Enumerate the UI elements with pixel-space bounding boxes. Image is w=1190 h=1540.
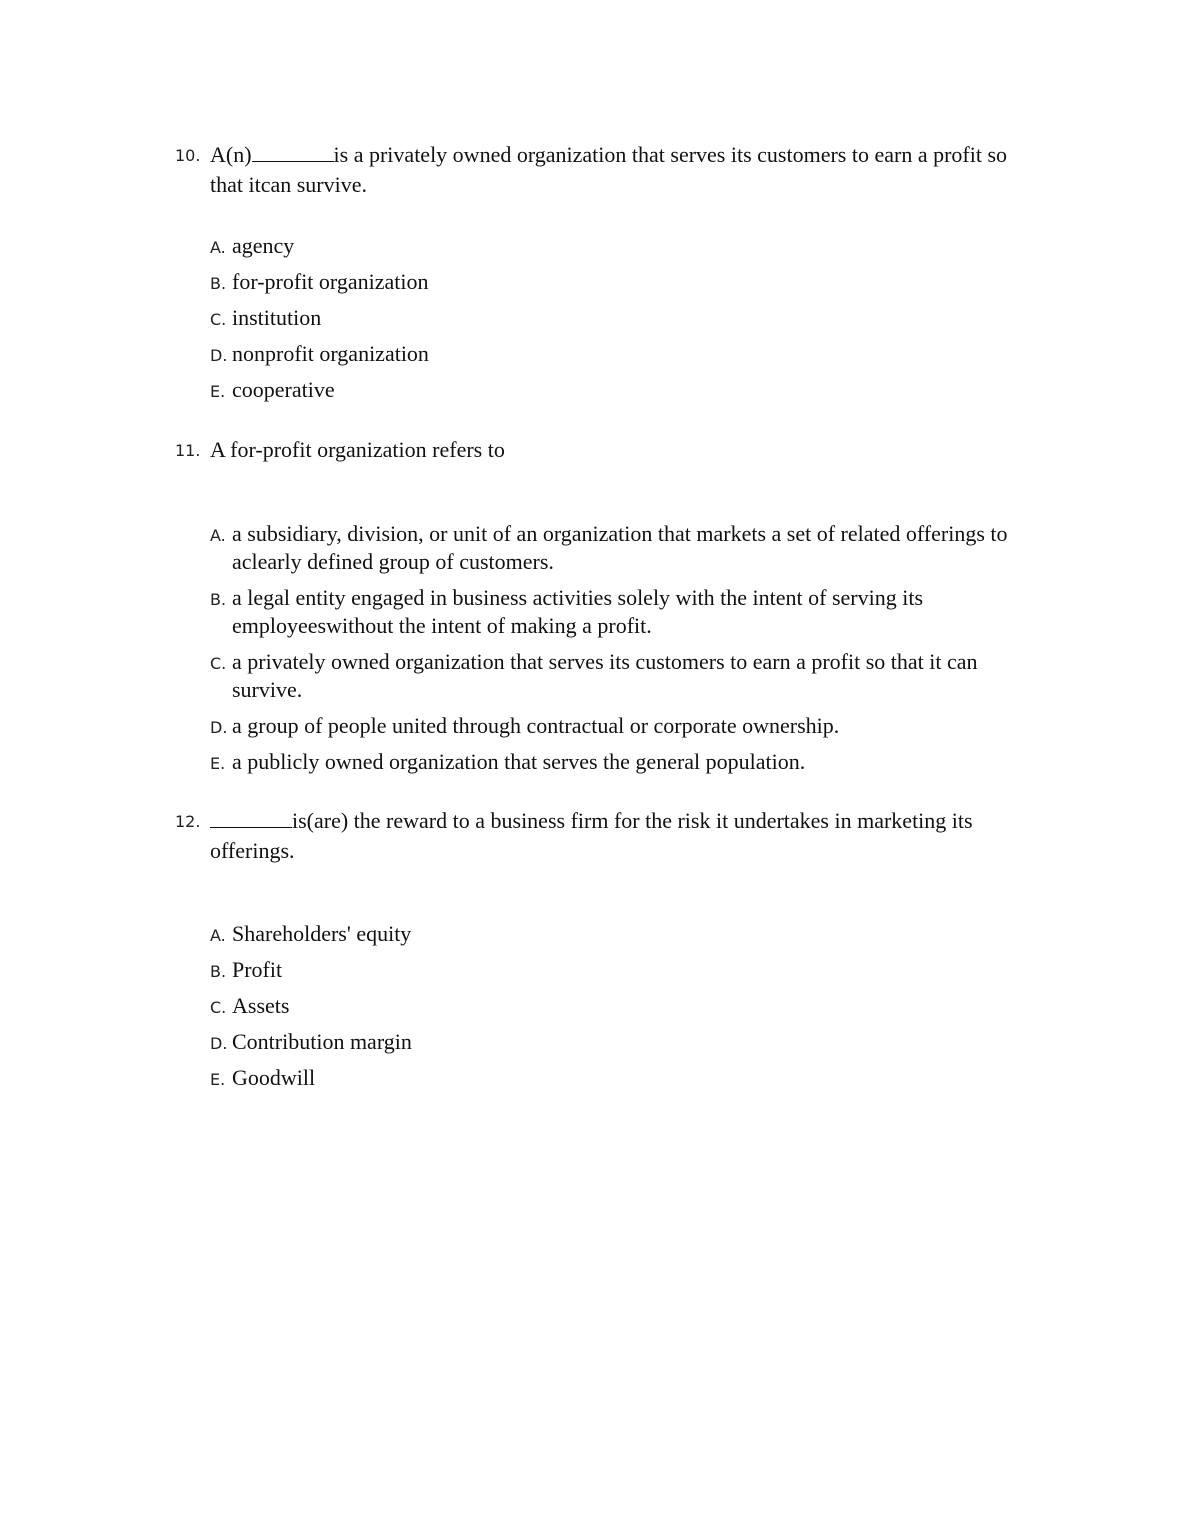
option-a[interactable] <box>210 920 1030 948</box>
question-text: A for-profit organization refers to <box>210 437 505 462</box>
option-d[interactable] <box>210 340 1030 368</box>
question-number: 11. <box>175 441 201 460</box>
option-text: agency <box>232 233 295 258</box>
answer-blank <box>210 809 292 828</box>
option-b[interactable] <box>210 584 1030 640</box>
option-text: nonprofit organization <box>232 341 429 366</box>
option-text: Profit <box>232 957 283 982</box>
option-e[interactable] <box>210 1064 1030 1092</box>
question-number: 10. <box>175 146 201 165</box>
option-b[interactable] <box>210 956 1030 984</box>
option-text: Shareholders' equity <box>232 921 412 946</box>
option-list <box>210 520 1030 784</box>
option-text: cooperative <box>232 377 335 402</box>
question-number: 12. <box>175 812 201 831</box>
option-c[interactable] <box>210 992 1030 1020</box>
question-prefix: A(n) <box>210 142 252 167</box>
option-e[interactable] <box>210 376 1030 404</box>
option-letter: B. <box>210 274 227 293</box>
option-letter: C. <box>210 998 227 1017</box>
option-d[interactable] <box>210 712 1030 740</box>
question-text <box>210 806 1030 866</box>
option-list <box>210 920 1030 1100</box>
question-suffix: is(are) the reward to a business firm for the risk it undertakes in marketing its offerings. <box>210 808 973 863</box>
option-c[interactable] <box>210 304 1030 332</box>
option-e[interactable] <box>210 748 1030 776</box>
option-letter: A. <box>210 526 226 545</box>
option-text: Assets <box>232 993 290 1018</box>
option-letter: D. <box>210 1034 228 1053</box>
option-letter: C. <box>210 654 227 673</box>
option-a[interactable] <box>210 520 1030 576</box>
option-text: Contribution margin <box>232 1029 412 1054</box>
option-text: for-profit organization <box>232 269 429 294</box>
option-text: institution <box>232 305 322 330</box>
option-letter: A. <box>210 238 226 257</box>
option-text: a group of people united through contractual or corporate ownership. <box>232 713 840 738</box>
option-c[interactable] <box>210 648 1030 704</box>
question-text <box>210 140 1030 200</box>
option-list <box>210 232 1030 412</box>
option-letter: B. <box>210 590 227 609</box>
option-letter: A. <box>210 926 226 945</box>
option-text: a legal entity engaged in business activities solely with the intent of serving its employeeswithout the intent of making a profit. <box>232 585 924 638</box>
option-letter: D. <box>210 346 228 365</box>
answer-blank <box>252 143 334 162</box>
option-letter: E. <box>210 754 226 773</box>
option-text: a privately owned organization that serves its customers to earn a profit so that it can survive. <box>232 649 978 702</box>
option-text: Goodwill <box>232 1065 316 1090</box>
option-letter: D. <box>210 718 228 737</box>
option-letter: C. <box>210 310 227 329</box>
option-text: a publicly owned organization that serves the general population. <box>232 749 806 774</box>
question-suffix: is a privately owned organization that serves its customers to earn a profit so that itcan survive. <box>210 142 1008 197</box>
option-text: a subsidiary, division, or unit of an organization that markets a set of related offerings to aclearly defined group of customers. <box>232 521 1008 574</box>
option-b[interactable] <box>210 268 1030 296</box>
option-letter: E. <box>210 382 226 401</box>
option-d[interactable] <box>210 1028 1030 1056</box>
option-letter: B. <box>210 962 227 981</box>
option-letter: E. <box>210 1070 226 1089</box>
option-a[interactable] <box>210 232 1030 260</box>
